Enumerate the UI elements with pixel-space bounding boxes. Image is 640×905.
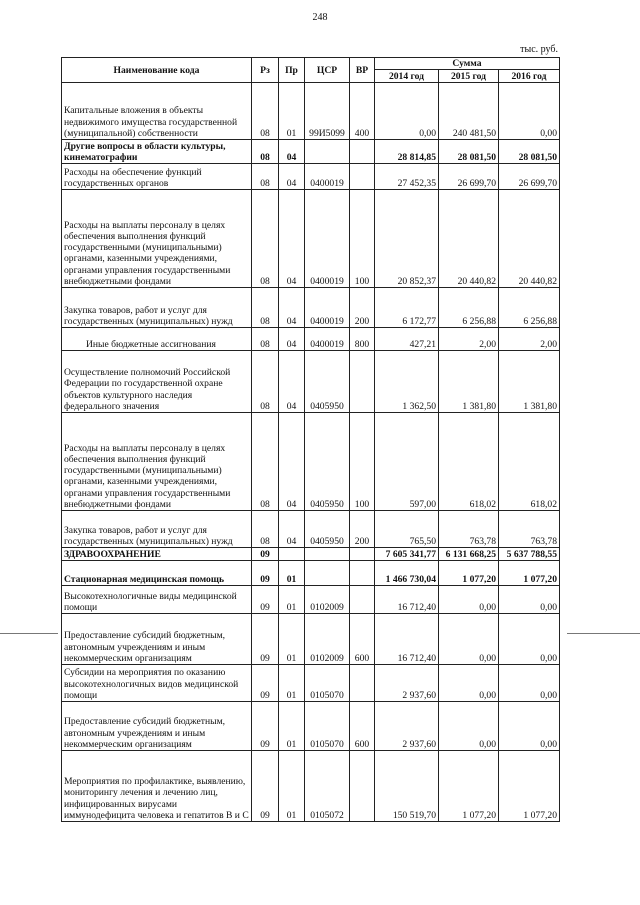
row-2015: 6 256,88 [439, 288, 499, 328]
row-vr: 200 [350, 288, 375, 328]
row-2016: 1 077,20 [499, 751, 560, 822]
row-csr: 0400019 [305, 288, 350, 328]
row-rz: 08 [252, 511, 279, 548]
row-pr: 01 [279, 665, 305, 702]
row-csr: 99И5099 [305, 83, 350, 140]
row-2015: 1 381,80 [439, 351, 499, 413]
row-2016: 763,78 [499, 511, 560, 548]
row-vr: 600 [350, 702, 375, 751]
row-pr: 01 [279, 614, 305, 665]
table-row [62, 164, 560, 190]
row-pr: 04 [279, 288, 305, 328]
budget-table [61, 57, 560, 822]
header-vr: ВР [350, 58, 375, 83]
row-2016: 0,00 [499, 586, 560, 614]
row-2014: 765,50 [375, 511, 439, 548]
row-pr [279, 548, 305, 561]
row-csr: 0405950 [305, 413, 350, 511]
scan-artifact-line [567, 633, 640, 634]
table-row [62, 351, 560, 413]
row-name: Мероприятия по профилактике, выявлению, мониторингу лечения и лечению лиц, инфицированных вирусами иммунодефицита человека и гепатитов В и С [62, 751, 252, 822]
row-rz: 09 [252, 702, 279, 751]
table-row [62, 586, 560, 614]
row-name: Субсидии на мероприятия по оказанию высокотехнологичных видов медицинской помощи [62, 665, 252, 702]
row-2014: 6 172,77 [375, 288, 439, 328]
row-vr [350, 751, 375, 822]
header-2015: 2015 год [439, 70, 499, 83]
table-row [62, 561, 560, 586]
row-csr: 0105070 [305, 702, 350, 751]
row-2015: 2,00 [439, 328, 499, 351]
row-2016: 5 637 788,55 [499, 548, 560, 561]
row-vr [350, 586, 375, 614]
row-csr [305, 561, 350, 586]
row-pr: 04 [279, 164, 305, 190]
header-csr: ЦСР [305, 58, 350, 83]
row-rz: 09 [252, 586, 279, 614]
row-pr: 01 [279, 702, 305, 751]
row-name: Капитальные вложения в объекты недвижимого имущества государственной (муниципальной) собственности [62, 83, 252, 140]
scan-artifact-line [0, 633, 58, 634]
row-2016: 1 077,20 [499, 561, 560, 586]
table-row [62, 413, 560, 511]
row-2014: 16 712,40 [375, 586, 439, 614]
header-pr: Пр [279, 58, 305, 83]
row-2016: 0,00 [499, 702, 560, 751]
row-rz: 08 [252, 288, 279, 328]
row-vr [350, 140, 375, 164]
table-row [62, 751, 560, 822]
row-2016: 6 256,88 [499, 288, 560, 328]
row-vr: 600 [350, 614, 375, 665]
row-csr [305, 140, 350, 164]
row-2016: 0,00 [499, 665, 560, 702]
row-name: Закупка товаров, работ и услуг для государственных (муниципальных) нужд [62, 288, 252, 328]
row-2014: 1 466 730,04 [375, 561, 439, 586]
row-2016: 0,00 [499, 614, 560, 665]
row-csr: 0102009 [305, 614, 350, 665]
row-rz: 09 [252, 548, 279, 561]
row-name: Стационарная медицинская помощь [62, 561, 252, 586]
row-pr: 04 [279, 511, 305, 548]
row-rz: 09 [252, 561, 279, 586]
row-2016: 20 440,82 [499, 190, 560, 288]
row-2015: 0,00 [439, 665, 499, 702]
table-row [62, 190, 560, 288]
row-2015: 0,00 [439, 586, 499, 614]
row-rz: 08 [252, 140, 279, 164]
header-2014: 2014 год [375, 70, 439, 83]
row-2014: 27 452,35 [375, 164, 439, 190]
header-sum: Сумма [375, 58, 560, 70]
row-2014: 7 605 341,77 [375, 548, 439, 561]
row-pr: 01 [279, 751, 305, 822]
row-2015: 1 077,20 [439, 751, 499, 822]
row-vr [350, 665, 375, 702]
row-csr: 0105070 [305, 665, 350, 702]
row-2014: 1 362,50 [375, 351, 439, 413]
table-row [62, 665, 560, 702]
row-rz: 08 [252, 83, 279, 140]
row-name [62, 328, 252, 351]
row-csr: 0405950 [305, 511, 350, 548]
row-2015: 0,00 [439, 614, 499, 665]
table-row [62, 288, 560, 328]
row-vr: 100 [350, 413, 375, 511]
row-pr: 04 [279, 190, 305, 288]
table-row [62, 328, 560, 351]
row-2014: 2 937,60 [375, 702, 439, 751]
row-name: Расходы на обеспечение функций государственных органов [62, 164, 252, 190]
row-rz: 08 [252, 413, 279, 511]
table-row [62, 702, 560, 751]
row-2014: 28 814,85 [375, 140, 439, 164]
row-rz: 09 [252, 665, 279, 702]
row-2015: 763,78 [439, 511, 499, 548]
row-2014: 16 712,40 [375, 614, 439, 665]
row-name-text: Иные бюджетные ассигнования [86, 339, 216, 350]
header-rz: Рз [252, 58, 279, 83]
header-2016: 2016 год [499, 70, 560, 83]
page-number: 248 [312, 12, 328, 23]
header-name: Наименование кода [62, 58, 252, 83]
row-rz: 09 [252, 614, 279, 665]
row-rz: 08 [252, 190, 279, 288]
row-2016: 26 699,70 [499, 164, 560, 190]
row-2014: 597,00 [375, 413, 439, 511]
row-name: Другие вопросы в области культуры, кинематографии [62, 140, 252, 164]
table-row [62, 548, 560, 561]
row-2015: 0,00 [439, 702, 499, 751]
row-2014: 427,21 [375, 328, 439, 351]
row-vr [350, 351, 375, 413]
row-rz: 09 [252, 751, 279, 822]
row-2015: 26 699,70 [439, 164, 499, 190]
row-name: Расходы на выплаты персоналу в целях обеспечения выполнения функций государственными (муниципальными) органами, казенными учреждениями, органами управления государственными внебюджетными фондами [62, 190, 252, 288]
row-2016: 2,00 [499, 328, 560, 351]
row-2016: 0,00 [499, 83, 560, 140]
row-csr [305, 548, 350, 561]
row-vr: 200 [350, 511, 375, 548]
row-pr: 04 [279, 328, 305, 351]
table-row [62, 511, 560, 548]
row-2015: 6 131 668,25 [439, 548, 499, 561]
row-vr: 100 [350, 190, 375, 288]
row-csr: 0405950 [305, 351, 350, 413]
row-name: Высокотехнологичные виды медицинской помощи [62, 586, 252, 614]
row-name: ЗДРАВООХРАНЕНИЕ [62, 548, 252, 561]
table-row [62, 614, 560, 665]
row-csr: 0105072 [305, 751, 350, 822]
row-rz: 08 [252, 328, 279, 351]
row-pr: 04 [279, 140, 305, 164]
row-name: Предоставление субсидий бюджетным, автономным учреждениям и иным некоммерческим организациям [62, 614, 252, 665]
row-vr [350, 164, 375, 190]
row-pr: 04 [279, 351, 305, 413]
row-vr [350, 548, 375, 561]
row-csr: 0400019 [305, 164, 350, 190]
row-2016: 28 081,50 [499, 140, 560, 164]
row-name: Предоставление субсидий бюджетным, автономным учреждениям и иным некоммерческим организациям [62, 702, 252, 751]
row-vr: 800 [350, 328, 375, 351]
row-2014: 20 852,37 [375, 190, 439, 288]
row-pr: 01 [279, 83, 305, 140]
row-csr: 0400019 [305, 190, 350, 288]
row-pr: 01 [279, 561, 305, 586]
row-pr: 01 [279, 586, 305, 614]
row-2014: 150 519,70 [375, 751, 439, 822]
row-2015: 28 081,50 [439, 140, 499, 164]
row-2015: 240 481,50 [439, 83, 499, 140]
row-2015: 20 440,82 [439, 190, 499, 288]
row-csr: 0102009 [305, 586, 350, 614]
row-2014: 2 937,60 [375, 665, 439, 702]
row-pr: 04 [279, 413, 305, 511]
row-csr: 0400019 [305, 328, 350, 351]
table-row [62, 83, 560, 140]
table-row [62, 140, 560, 164]
row-rz: 08 [252, 164, 279, 190]
row-rz: 08 [252, 351, 279, 413]
row-name: Закупка товаров, работ и услуг для государственных (муниципальных) нужд [62, 511, 252, 548]
row-vr: 400 [350, 83, 375, 140]
row-name: Осуществление полномочий Российской Федерации по государственной охране объектов культурного наследия федерального значения [62, 351, 252, 413]
row-2016: 1 381,80 [499, 351, 560, 413]
units-label: тыс. руб. [520, 44, 558, 55]
row-2015: 618,02 [439, 413, 499, 511]
row-name: Расходы на выплаты персоналу в целях обеспечения выполнения функций государственными (муниципальными) органами, казенными учреждениями, органами управления государственными внебюджетными фондами [62, 413, 252, 511]
row-2015: 1 077,20 [439, 561, 499, 586]
row-2016: 618,02 [499, 413, 560, 511]
row-2014: 0,00 [375, 83, 439, 140]
row-vr [350, 561, 375, 586]
